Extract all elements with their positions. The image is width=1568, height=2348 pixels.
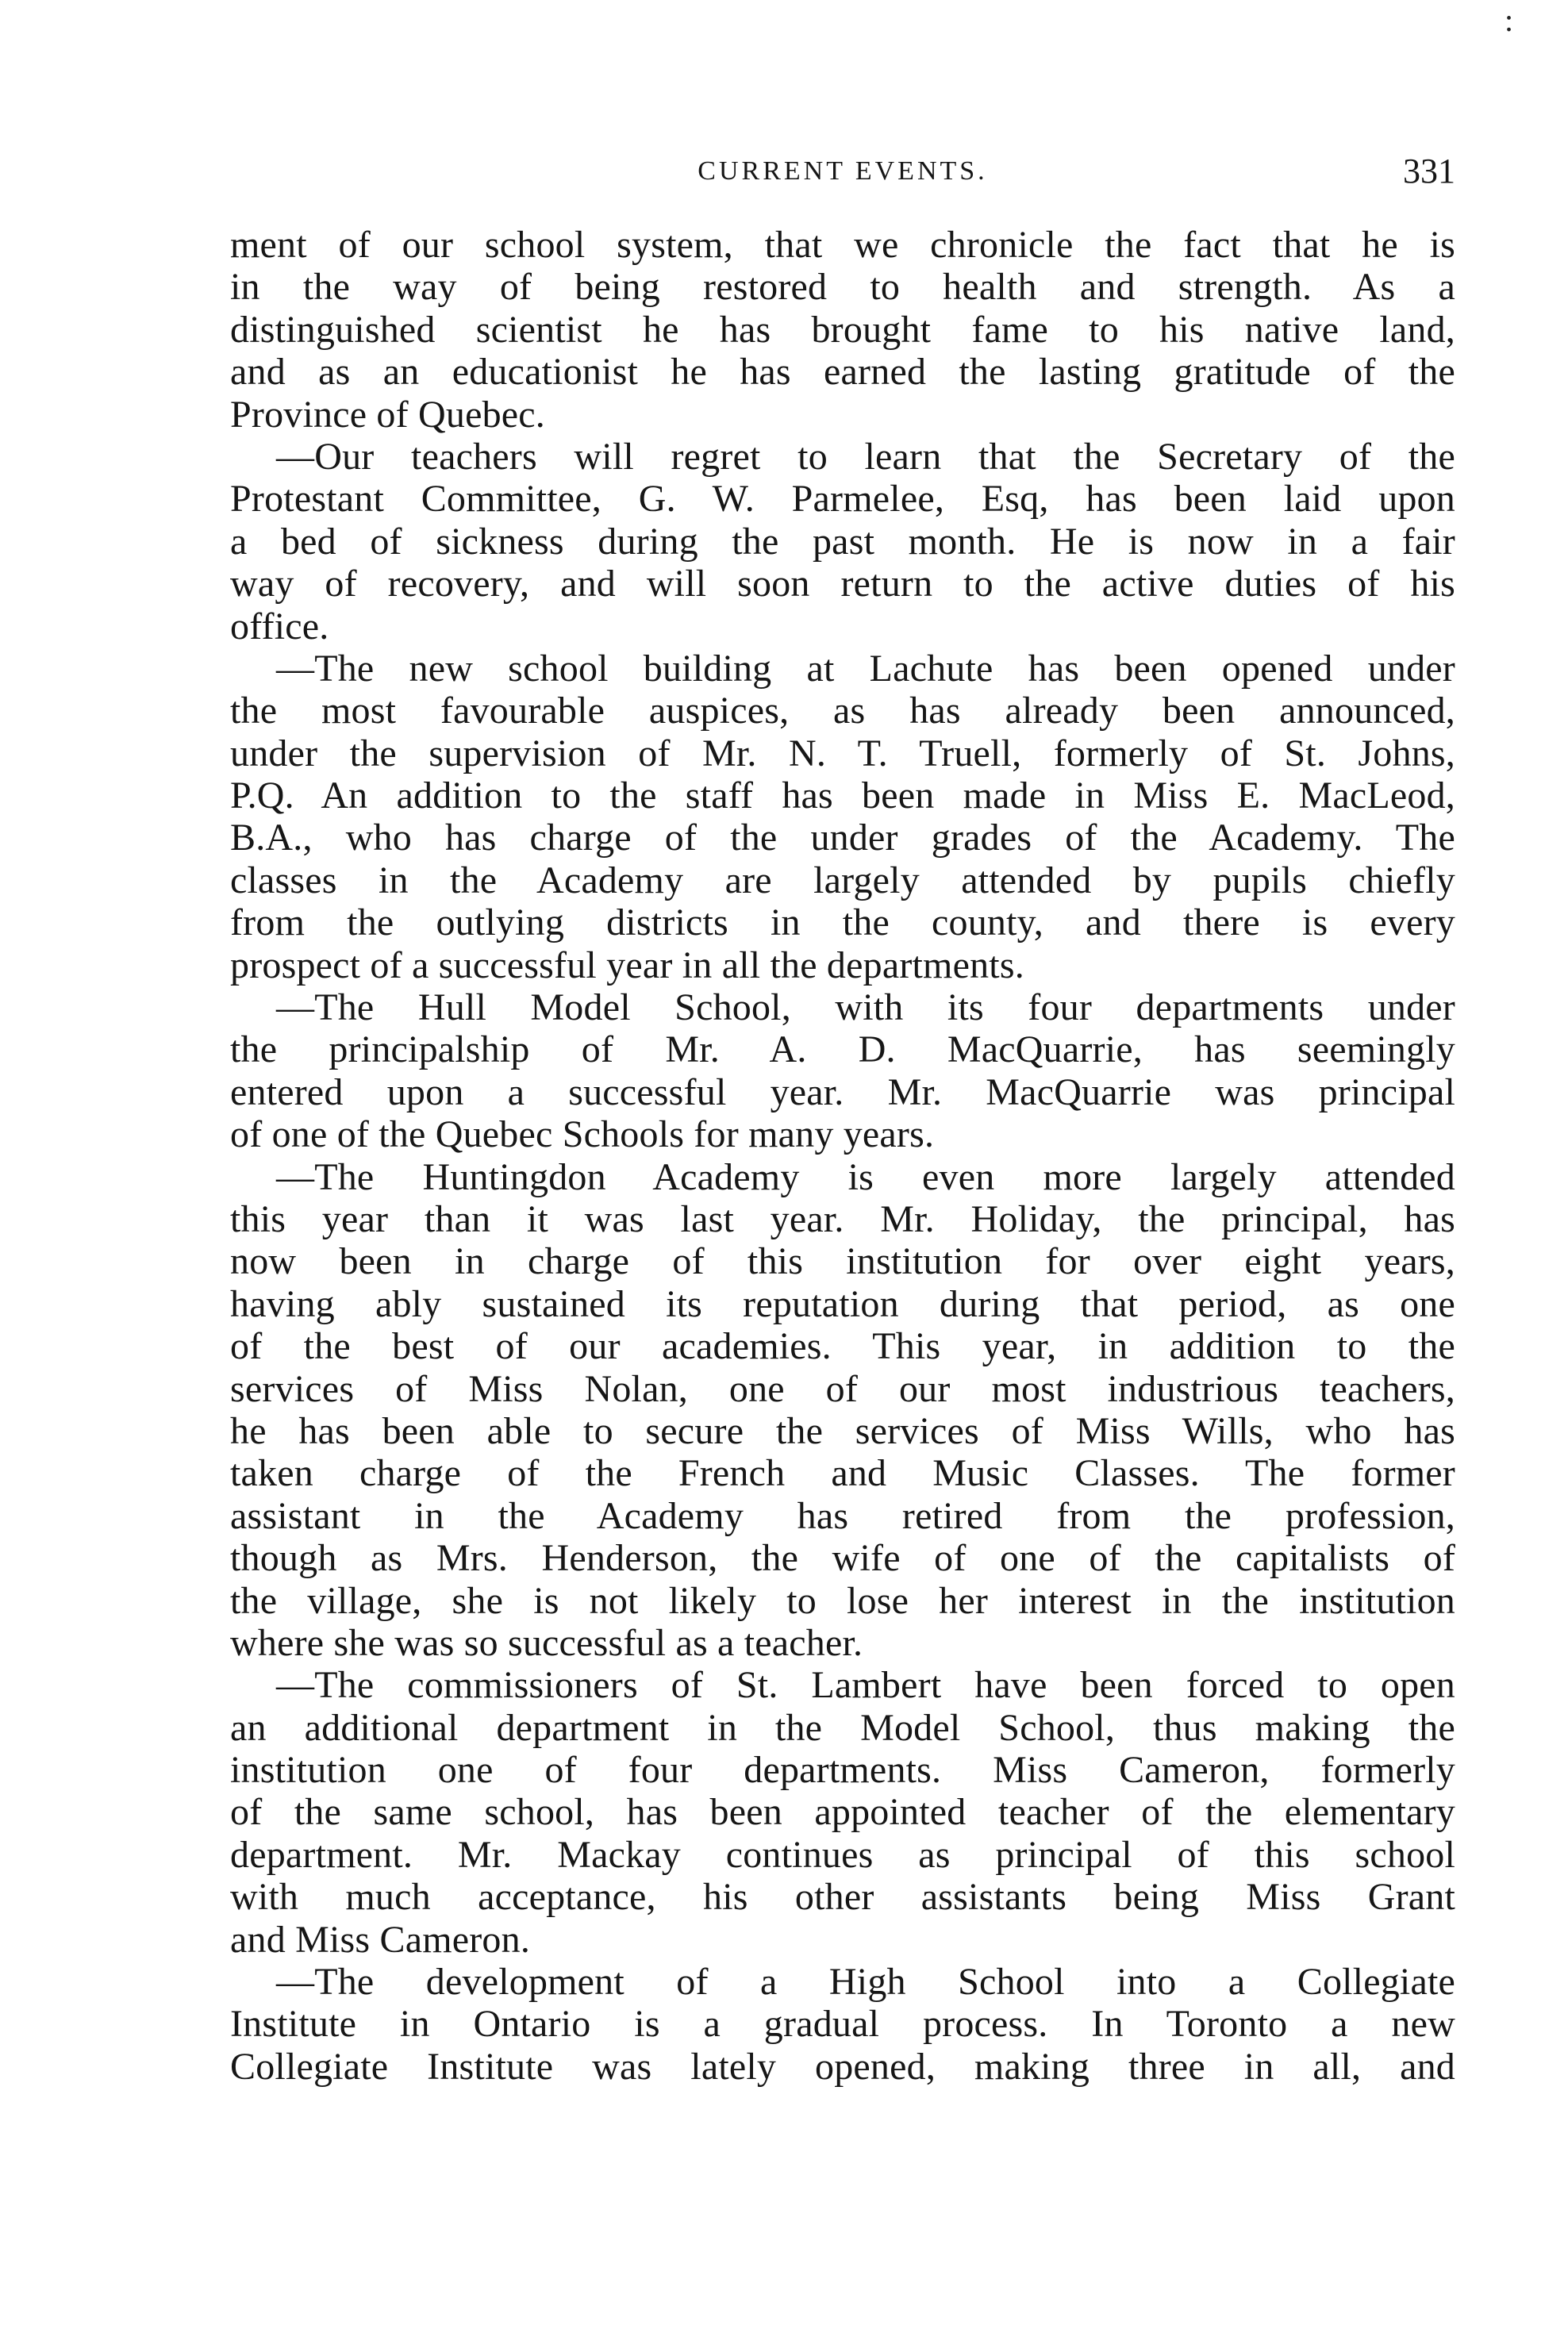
text-line: an additional department in the Model School, thus making the [230,1706,1455,1749]
text-line: a bed of sickness during the past month. He is now in a fair [230,520,1455,563]
text-line: the principalship of Mr. A. D. MacQuarrie, has seemingly [230,1028,1455,1071]
paragraph-first-line: —The commissioners of St. Lambert have been forced to open [276,1664,1455,1707]
text-line: of the best of our academies. This year, in addition to the [230,1325,1455,1368]
text-line: of the same school, has been appointed teacher of the elementary [230,1791,1455,1834]
text-line: distinguished scientist he has brought fame to his native land, [230,308,1455,351]
text-line: in the way of being restored to health and strength. As a [230,266,1455,309]
text-line: taken charge of the French and Music Classes. The former [230,1452,1455,1495]
paragraph-first-line: —The Huntingdon Academy is even more largely attended [276,1155,1455,1198]
text-line: from the outlying districts in the county, and there is every [230,901,1455,944]
paragraph-first-line: —The development of a High School into a Collegiate [276,1961,1455,2004]
text-line: entered upon a successful year. Mr. MacQuarrie was principal [230,1070,1455,1113]
text-line: with much acceptance, his other assistants being Miss Grant [230,1876,1455,1919]
text-line: the most favourable auspices, as has already been announced, [230,690,1455,732]
text-line: assistant in the Academy has retired from the profession, [230,1494,1455,1537]
text-line: P.Q. An addition to the staff has been made in Miss E. MacLeod, [230,774,1455,817]
corner-mark: : [1505,2,1514,38]
text-line: Protestant Committee, G. W. Parmelee, Esq, has been laid upon [230,478,1455,521]
text-line: Collegiate Institute was lately opened, making three in all, and [230,2045,1455,2088]
text-line: classes in the Academy are largely attended by pupils chiefly [230,859,1455,901]
text-line: prospect of a successful year in all the departments. [230,943,1024,986]
page-header [230,148,1455,195]
text-line: having ably sustained its reputation during that period, as one [230,1282,1455,1325]
text-line: office. [230,605,329,648]
text-line: way of recovery, and will soon return to the active duties of his [230,563,1455,605]
text-line: though as Mrs. Henderson, the wife of one of the capitalists of [230,1537,1455,1580]
text-line: now been in charge of this institution for over eight years, [230,1240,1455,1283]
text-line: institution one of four departments. Miss Cameron, formerly [230,1749,1455,1792]
text-line: Province of Quebec. [230,393,545,436]
text-line: the village, she is not likely to lose her interest in the institution [230,1579,1455,1622]
paragraph-first-line: —The new school building at Lachute has been opened under [276,647,1455,690]
text-line: Institute in Ontario is a gradual process. In Toronto a new [230,2003,1455,2046]
text-line: and as an educationist he has earned the lasting gratitude of the [230,351,1455,394]
running-head: CURRENT EVENTS. [698,156,988,186]
text-line: where she was so successful as a teacher. [230,1621,863,1664]
paragraph-first-line: —Our teachers will regret to learn that the Secretary of the [276,435,1455,478]
text-line: this year than it was last year. Mr. Holiday, the principal, has [230,1197,1455,1240]
page-number: 331 [1403,152,1455,190]
text-line: department. Mr. Mackay continues as principal of this school [230,1833,1455,1876]
text-line: he has been able to secure the services of Miss Wills, who has [230,1409,1455,1452]
text-line: B.A., who has charge of the under grades of the Academy. The [230,817,1455,859]
text-line: under the supervision of Mr. N. T. Truell, formerly of St. Johns, [230,732,1455,774]
body-text [230,224,1455,2088]
text-line: ment of our school system, that we chronicle the fact that he is [230,224,1455,266]
text-line: of one of the Quebec Schools for many years. [230,1113,935,1156]
text-line: and Miss Cameron. [230,1918,531,1961]
paragraph-first-line: —The Hull Model School, with its four departments under [276,986,1455,1029]
text-line: services of Miss Nolan, one of our most industrious teachers, [230,1367,1455,1410]
